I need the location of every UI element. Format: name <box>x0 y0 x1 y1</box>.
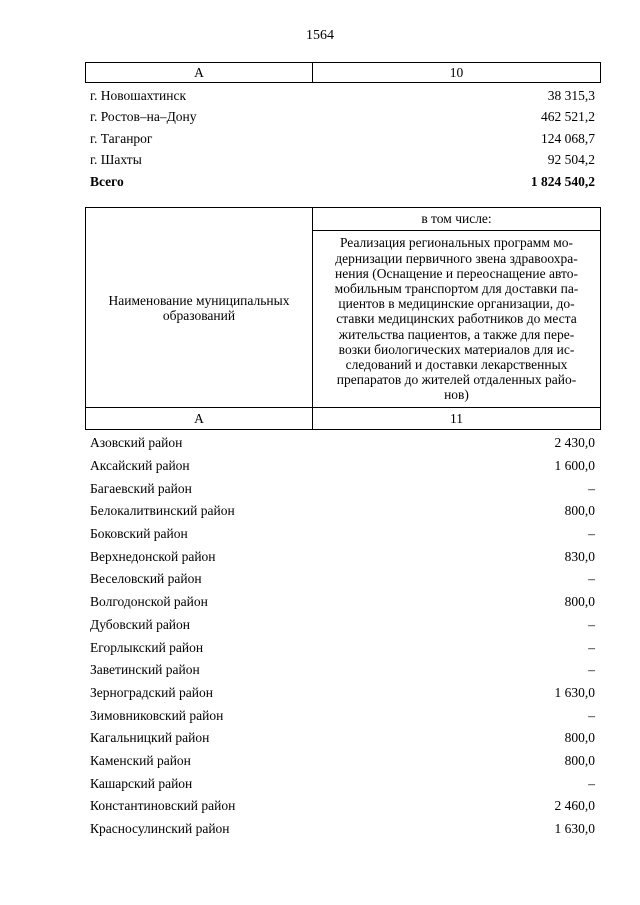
row-name: Каменский район <box>90 752 191 768</box>
description-line: следований и доставки лекарственных <box>345 357 568 372</box>
table-row <box>85 591 601 614</box>
row-value: – <box>588 662 595 678</box>
row-name: Азовский район <box>90 435 183 451</box>
row-value: 800,0 <box>564 503 595 519</box>
row-value: 830,0 <box>564 548 595 564</box>
row-value: 38 315,3 <box>547 87 595 103</box>
row-name: Егорлыкский район <box>90 639 204 655</box>
row-name: Зимовниковский район <box>90 707 224 723</box>
table-row <box>85 636 601 659</box>
table-row <box>85 150 601 172</box>
row-value: 2 430,0 <box>554 435 595 451</box>
row-name: Красносулинский район <box>90 821 230 837</box>
row-name: Багаевский район <box>90 480 192 496</box>
table2-header-col-a: А <box>86 408 313 430</box>
table-row <box>85 682 601 705</box>
row-name: Константиновский район <box>90 798 236 814</box>
table-row <box>85 750 601 773</box>
description-line: возки биологических материалов для ис- <box>338 341 575 357</box>
row-name: Кагальницкий район <box>90 730 210 746</box>
table2-body <box>85 432 601 840</box>
row-value: 462 521,2 <box>541 109 595 125</box>
row-name: Верхнедонской район <box>90 548 216 564</box>
row-value: 124 068,7 <box>541 130 595 146</box>
row-value: 1 630,0 <box>554 684 595 700</box>
description-line: ставки медицинских работников до места <box>336 311 577 327</box>
table-row <box>85 128 601 150</box>
table1-header-col-a: А <box>86 63 313 83</box>
total-label: Всего <box>90 173 124 189</box>
row-value: – <box>588 775 595 791</box>
row-name: г. Таганрог <box>90 130 153 146</box>
program-description-header <box>313 231 601 408</box>
table1-header-col-b: 10 <box>313 63 601 83</box>
description-line: мобильным транспортом для доставки па- <box>334 280 579 296</box>
table-row <box>85 500 601 523</box>
total-row <box>85 171 601 193</box>
description-line: препаратов до жителей отдаленных райо- <box>336 372 577 388</box>
table2-header <box>85 207 601 430</box>
row-value: 1 630,0 <box>554 821 595 837</box>
table-row <box>85 432 601 455</box>
row-name: Веселовский район <box>90 571 202 587</box>
description-line: дернизации первичного звена здравоохра- <box>335 250 578 266</box>
row-value: – <box>588 571 595 587</box>
row-value: 2 460,0 <box>554 798 595 814</box>
table-row <box>85 659 601 682</box>
row-name: Боковский район <box>90 526 188 542</box>
row-name: Дубовский район <box>90 616 191 632</box>
table1-body <box>85 85 601 193</box>
row-value: – <box>588 639 595 655</box>
table-row <box>85 795 601 818</box>
row-name: г. Ростов–на–Дону <box>90 109 197 125</box>
description-line: нения (Оснащение и переоснащение авто- <box>335 265 578 281</box>
row-value: – <box>588 707 595 723</box>
table-row <box>85 818 601 841</box>
table-row <box>85 772 601 795</box>
row-name: Кашарский район <box>90 775 193 791</box>
row-value: – <box>588 616 595 632</box>
row-value: 1 600,0 <box>554 458 595 474</box>
table-row <box>85 727 601 750</box>
row-name: Аксайский район <box>90 458 190 474</box>
table1-header <box>85 62 601 83</box>
table-row <box>85 545 601 568</box>
municipality-column-header: Наименование муниципальных образований <box>86 208 313 408</box>
description-line: нов) <box>444 387 469 403</box>
including-header: в том числе: <box>313 208 601 231</box>
page-number: 1564 <box>306 28 334 43</box>
row-name: Заветинский район <box>90 662 200 678</box>
row-name: Белокалитвинский район <box>90 503 235 519</box>
description-line: Реализация региональных программ мо- <box>339 235 574 251</box>
description-line: циентов в медицинские организации, до- <box>338 296 575 312</box>
table-row <box>85 523 601 546</box>
row-name: Волгодонской район <box>90 594 208 610</box>
table-row <box>85 704 601 727</box>
row-value: – <box>588 526 595 542</box>
table2-header-col-b: 11 <box>313 408 601 430</box>
row-value: – <box>588 480 595 496</box>
row-value: 800,0 <box>564 752 595 768</box>
table-row <box>85 107 601 129</box>
row-name: г. Шахты <box>90 152 142 168</box>
table-row <box>85 477 601 500</box>
table-row <box>85 614 601 637</box>
row-value: 92 504,2 <box>547 152 595 168</box>
row-value: 800,0 <box>564 594 595 610</box>
row-value: 800,0 <box>564 730 595 746</box>
table-row <box>85 568 601 591</box>
row-name: г. Новошахтинск <box>90 87 186 103</box>
table-row <box>85 85 601 107</box>
total-value: 1 824 540,2 <box>530 173 595 189</box>
description-line: жительства пациентов, а также для пере- <box>338 326 575 342</box>
row-name: Зерноградский район <box>90 684 213 700</box>
table-row <box>85 455 601 478</box>
